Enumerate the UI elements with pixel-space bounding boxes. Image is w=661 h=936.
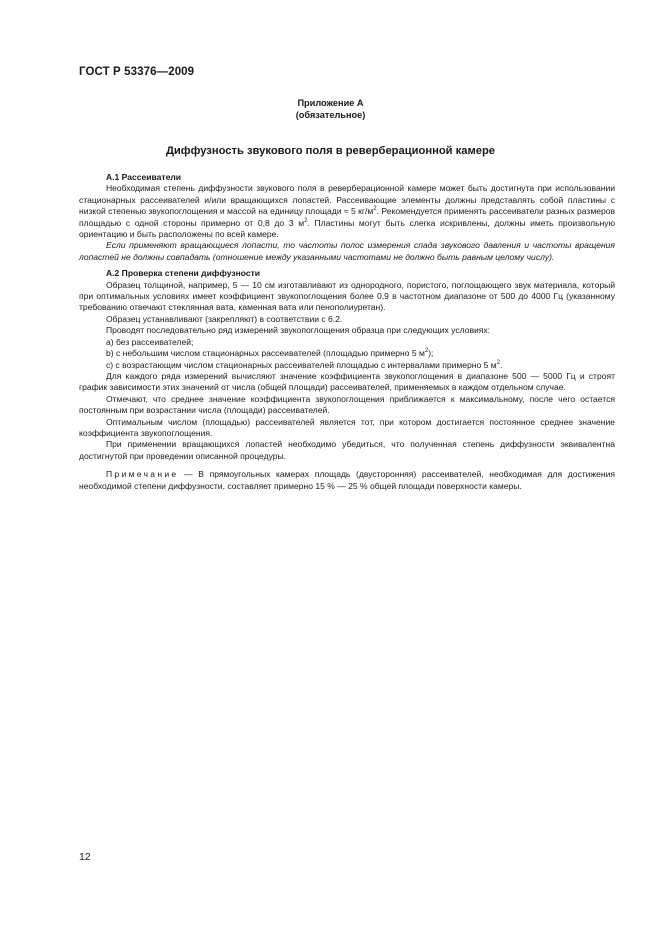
- list-item-a: a) без рассеивателей;: [106, 336, 194, 347]
- page-number: 12: [79, 851, 91, 863]
- document-body: [79, 172, 615, 501]
- section-1-paragraph-1: Необходимая степень диффузности звукового поля в реверберационной камере может быть достигнута при использовании стационарных рассеивателей и/или вращающихся лопастей. Рассеивающие элементы должны представлять собой пластины с низкой степенью звукопоглощения и массой на единицу площади ≈ 5 $кг/м^2$. Рекомендуется применять рассеиватели разных размеров площадью с одной стороны примерно от 0,8 до 3 $м^2$. Пластины могут быть слегка искривлены, должны иметь произвольную ориентацию и быть расположены по всей камере.: [79, 183, 616, 240]
- list-item-c: c) с возрастающим числом стационарных рассеивателей площадью с интервалами примерно 5 $м^2$.: [106, 359, 503, 370]
- section-2-paragraph-6: Оптимальным числом (площадью) рассеивателей является тот, при котором достигается постоянное среднее значение коэффициента звукопоглощения.: [79, 416, 615, 438]
- section-2-paragraph-2: Образец устанавливают (закрепляют) в соответствии с 6.2.: [106, 313, 343, 324]
- note-label: Примечание: [106, 469, 179, 480]
- section-2-paragraph-4: Для каждого ряда измерений вычисляют значение коэффициента звукопоглощения в диапазоне 500 — 5000 Гц и строят график зависимости этих значений от числа (общей площади) рассеивателей, применяемых в каждом отдельном случае.: [79, 370, 615, 393]
- annex-status: (обязательное): [295, 110, 366, 120]
- section-1-heading: А.1 Рассеиватели: [106, 172, 182, 182]
- note: [79, 469, 615, 492]
- section-2-paragraph-1: Образец толщиной, например, 5 — 10 см изготавливают из однородного, пористого, поглощающего звук материала, который при оптимальных условиях имеет коэффициент звукопоглощения более 0,9 в частотном диапазоне от 500 до 4000 Гц (указанному требованию отвечают стеклянная вата, каменная вата или пенополиуретан).: [79, 279, 615, 313]
- section-1-paragraph-2: Если применяют вращающиеся лопасти, то частоты полос измерения спада звукового давления и частоты вращения лопастей не должны совпадать (отношение между указанными частотами не должно быть равным целому числу).: [79, 240, 615, 262]
- annex-title: Приложение А: [297, 98, 364, 108]
- section-2-paragraph-7: При применении вращающихся лопастей необходимо убедиться, что полученная степень диффузности эквивалентна достигнутой при проведении описанной процедуры.: [79, 439, 615, 461]
- document-title: Диффузность звукового поля в реверберационной камере: [165, 145, 496, 157]
- section-2-heading: А.2 Проверка степени диффузности: [106, 268, 261, 279]
- section-2-paragraph-3: Проводят последовательно ряд измерений звукопоглощения образца при следующих условиях:: [106, 325, 491, 336]
- standard-header: ГОСТ Р 53376—2009: [79, 66, 195, 78]
- note-text: — В прямоугольных камерах площадь (двусторонняя) рассеивателей, необходимая для достижения необходимой степени диффузности, составляет примерно 15 % — 25 % общей площади поверхности камеры.: [79, 469, 615, 491]
- list-item-b: b) с небольшим числом стационарных рассеивателей (площадью примерно 5 $м^2$);: [106, 348, 434, 359]
- section-2-paragraph-5: Отмечают, что среднее значение коэффициента звукопоглощения приближается к максимальному, после чего остается постоянным при возрастании числа (площади) рассеивателей.: [79, 393, 615, 416]
